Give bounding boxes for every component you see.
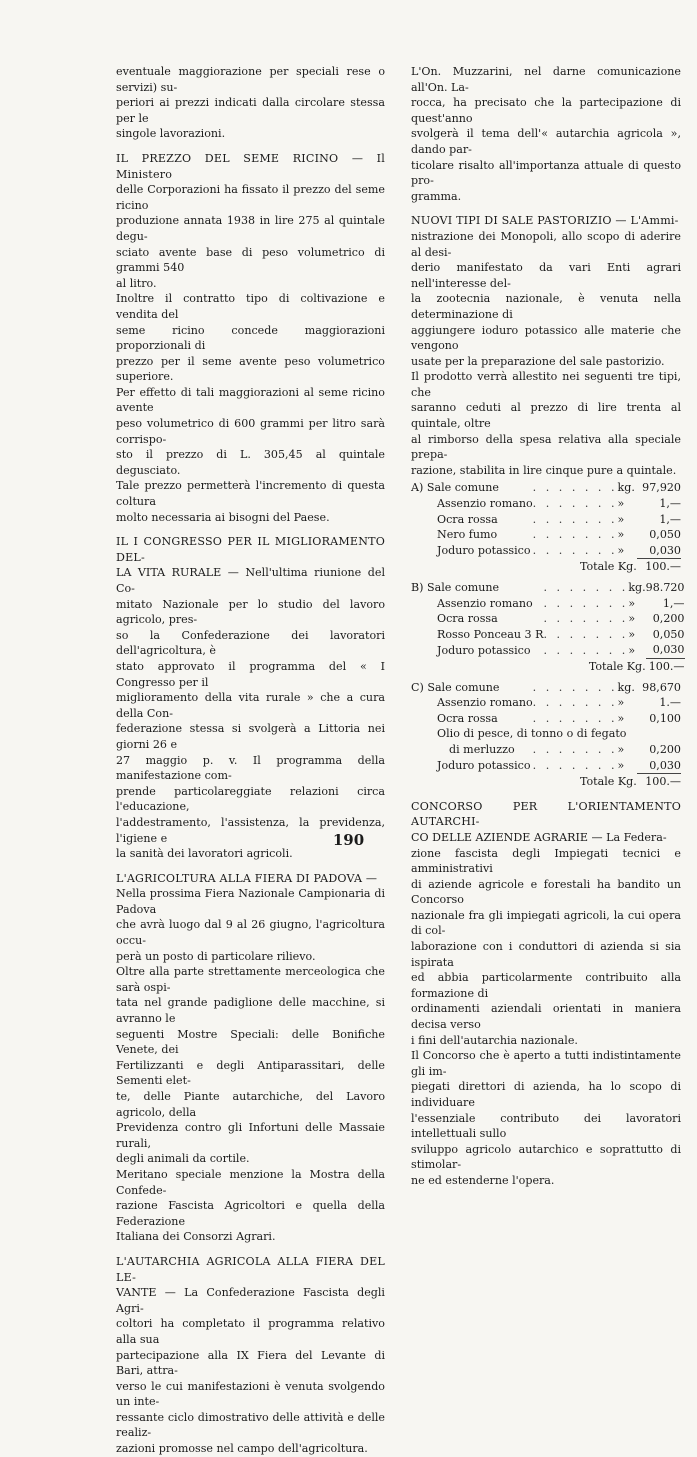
text-line: peso volumetrico di 600 grammi per litro sarà corrispo- (116, 417, 385, 446)
article-heading: NUOVI TIPI DI SALE PASTORIZIO — L'Ammi- (411, 214, 679, 228)
leader-dots: . . . . . . . (543, 612, 629, 626)
text-line: aggiungere ioduro potassico alle materie che vengono (411, 323, 681, 353)
text-line: ticolare risalto all'importanza attuale di questo pro- (411, 158, 681, 188)
text-line: partecipazione alla IX Fiera del Levante di Bari, attra- (116, 1348, 385, 1378)
total-amount: 100.— (646, 658, 685, 674)
text-line: seme ricino concede maggiorazioni proporzionali di (116, 323, 385, 353)
recipe-row (411, 512, 681, 528)
ingredient-label: Assenzio romano (437, 696, 533, 710)
ingredient-amount: 0,100 (649, 711, 681, 725)
leader-dots: . . . . . . . (532, 512, 618, 526)
text-line: di aziende agricole e forestali ha bandito un Concorso (411, 877, 681, 907)
recipe-row (411, 543, 681, 559)
ingredient-unit: kg. (617, 680, 635, 694)
text-line: Meritano speciale menzione la Mostra della Confede- (116, 1167, 385, 1197)
text-line: coltori ha completato il programma relativo alla sua (116, 1317, 385, 1346)
total-amount: 100.— (637, 774, 681, 790)
article-padova (116, 871, 385, 1245)
ingredient-amount: 0,200 (652, 612, 685, 626)
text-line: federazione stessa si svolgerà a Littoria nei giorni 26 e (116, 722, 385, 751)
recipe-row (411, 596, 685, 612)
text-line: ed abbia particolarmente contribuito alla formazione di (411, 971, 681, 1000)
text-line: Il Concorso che è aperto a tutti indistintamente gli im- (411, 1049, 681, 1078)
leader-dots: . . . . . . . (532, 758, 618, 772)
text-line: Il prodotto verrà allestito nei seguenti tre tipi, che (411, 370, 681, 399)
recipe-row (411, 642, 685, 658)
text-line: Fertilizzanti e degli Antiparassitari, delle Sementi elet- (116, 1058, 385, 1088)
text-line: ordinamenti aziendali orientati in maniera decisa verso (411, 1002, 681, 1032)
leader-dots: . . . . . . . (532, 544, 618, 558)
article-levante (116, 1254, 385, 1457)
right-column (411, 64, 685, 1189)
text-line: razione, stabilita in lire cinque pure a quintale. (411, 463, 677, 477)
salt-recipes (411, 480, 685, 789)
ingredient-label: C) Sale comune (411, 680, 500, 694)
text-line: al rimborso della spesa relativa alla speciale prepa- (411, 432, 681, 462)
recipe-row (411, 758, 681, 774)
ingredient-label: di merluzzo (449, 742, 515, 756)
text-line: Previdenza contro gli Infortuni delle Massaie rurali, (116, 1121, 385, 1150)
recipe-row (411, 742, 681, 758)
recipe-row (411, 726, 681, 742)
ingredient-unit: » (617, 512, 625, 526)
leader-dots: . . . . . . . (532, 696, 618, 710)
text-line: periori ai prezzi indicati dalla circolare stessa per le (116, 96, 385, 125)
text-line: zazioni promosse nel campo dell'agricoltura. (116, 1442, 368, 1456)
text-line: stato approvato il programma del « I Congresso per il (116, 659, 385, 689)
recipe-table (411, 480, 681, 575)
ingredient-label: Olio di pesce, di tonno o di fegato (437, 727, 627, 741)
text-line: usate per la preparazione del sale pastorizio. (411, 354, 665, 368)
text-line: ne ed estenderne l'opera. (411, 1173, 555, 1187)
recipe-row (411, 480, 681, 496)
ingredient-amount: 1.— (659, 696, 681, 710)
text-line: l'essenziale contributo dei lavoratori intellettuali sullo (411, 1111, 681, 1141)
text-line: mitato Nazionale per lo studio del lavoro agricolo, pres- (116, 597, 385, 627)
text-line: tata nel grande padiglione delle macchine, si avranno le (116, 996, 385, 1026)
article-concorso (411, 799, 681, 1189)
ingredient-unit: » (628, 643, 636, 657)
text-line: VANTE — La Confederazione Fascista degli Agri- (116, 1286, 385, 1315)
text-line: 27 maggio p. v. Il programma della manifestazione com- (116, 753, 385, 783)
ingredient-unit: » (628, 596, 636, 610)
ingredient-amount: 0,200 (649, 742, 681, 756)
text-line: delle Corporazioni ha fissato il prezzo del seme ricino (116, 183, 385, 212)
leader-dots: . . . . . . . (543, 643, 629, 657)
recipe-row (411, 680, 681, 696)
text-line: razione Fascista Agricoltori e quella della Federazione (116, 1199, 385, 1228)
recipe-row (411, 695, 681, 711)
ingredient-unit: kg. (617, 481, 635, 495)
ingredient-amount: 1,— (659, 512, 681, 526)
ingredient-amount: 0,030 (652, 643, 685, 657)
text-line: sciato avente base di peso volumetrico di grammi 540 (116, 245, 385, 275)
ingredient-unit: » (617, 758, 625, 772)
text-line: nistrazione dei Monopoli, allo scopo di aderire al desi- (411, 229, 681, 259)
total-label: Totale Kg. (579, 560, 637, 574)
total-amount: 100.— (637, 559, 681, 575)
recipe-row (411, 611, 685, 627)
text-line: Per effetto di tali maggiorazioni al seme ricino avente (116, 385, 385, 415)
ingredient-label: Ocra rossa (437, 612, 498, 626)
text-line: l'addestramento, l'assistenza, la previdenza, l'igiene e (116, 815, 385, 845)
text-line: Italiana dei Consorzi Agrari. (116, 1230, 276, 1244)
recipe-table (411, 680, 681, 790)
ingredient-amount: 1,— (662, 596, 685, 610)
ingredient-unit: » (617, 742, 625, 756)
ingredient-label: Joduro potassico (437, 544, 531, 558)
article-heading: L'AGRICOLTURA ALLA FIERA DI PADOVA — (116, 871, 378, 885)
text-line: Oltre alla parte strettamente merceologica che sarà ospi- (116, 965, 385, 994)
text-line: singole lavorazioni. (116, 127, 226, 141)
leader-dots: . . . . . . . (532, 481, 618, 495)
article-heading: IL I CONGRESSO PER IL MIGLIORAMENTO DEL- (116, 535, 385, 564)
recipe-total-row (411, 658, 685, 674)
article-sale-pastorizio (411, 213, 681, 478)
text-line: al litro. (116, 276, 157, 290)
recipe-row (411, 527, 681, 543)
text-line: Nella prossima Fiera Nazionale Campionaria di Padova (116, 887, 385, 916)
leader-dots: . . . . . . . (532, 711, 618, 725)
total-label: Totale Kg. (588, 659, 646, 673)
ingredient-amount: 0,050 (649, 528, 681, 542)
recipe-row (411, 580, 685, 596)
left-column (116, 64, 385, 1457)
ingredient-amount: 97,920 (642, 481, 681, 495)
ingredient-unit: » (617, 497, 625, 511)
leader-dots: . . . . . . . (532, 497, 618, 511)
text-line: te, delle Piante autarchiche, del Lavoro agricolo, della (116, 1090, 385, 1119)
text-line: produzione annata 1938 in lire 275 al quintale degu- (116, 214, 385, 243)
ingredient-amount: 0,030 (649, 543, 681, 557)
ingredient-unit: » (617, 544, 625, 558)
recipe-row (411, 496, 681, 512)
ingredient-label: Ocra rossa (437, 512, 498, 526)
leader-dots: . . . . . . . (532, 742, 618, 756)
ingredient-label: Nero fumo (437, 528, 498, 542)
recipe-total-row (411, 774, 681, 790)
ingredient-unit: » (628, 627, 636, 641)
ingredient-unit: » (628, 612, 636, 626)
text-line: degli animali da cortile. (116, 1152, 250, 1166)
article-heading: IL PREZZO DEL SEME RICINO — Il Ministero (116, 151, 385, 181)
text-line: so la Confederazione dei lavoratori dell'agricoltura, è (116, 628, 385, 658)
article-heading: CONCORSO PER L'ORIENTAMENTO AUTARCHI- (411, 799, 681, 829)
leader-dots: . . . . . . . (532, 680, 618, 694)
recipe-row (411, 627, 685, 643)
ingredient-unit: » (617, 711, 625, 725)
text-line: derio manifestato da vari Enti agrari nell'interesse del- (411, 261, 681, 290)
recipe-row (411, 711, 681, 727)
ingredient-label: Joduro potassico (437, 643, 531, 657)
text-line: svolgerà il tema dell'« autarchia agricola », dando par- (411, 127, 681, 156)
text-line: nazionale fra gli impiegati agricoli, la cui opera di col- (411, 908, 681, 938)
text-line: ressante ciclo dimostrativo delle attività e delle realiz- (116, 1410, 385, 1440)
text-line: prezzo per il seme avente peso volumetrico superiore. (116, 354, 385, 384)
ingredient-amount: 0,030 (649, 758, 681, 772)
text-line: molto necessaria ai bisogni del Paese. (116, 510, 330, 524)
leader-dots: . . . . . . . (543, 596, 629, 610)
ingredient-unit: » (617, 696, 625, 710)
ingredient-label: Assenzio romano (437, 497, 533, 511)
text-line: i fini dell'autarchia nazionale. (411, 1033, 578, 1047)
text-line: la sanità dei lavoratori agricoli. (116, 847, 293, 861)
article-ricino (116, 151, 385, 525)
leader-dots: . . . . . . . (543, 627, 629, 641)
page-number: 190 (332, 831, 365, 849)
text-line: sto il prezzo di L. 305,45 al quintale degusciato. (116, 448, 385, 477)
text-line: L'On. Muzzarini, nel darne comunicazione all'On. La- (411, 65, 681, 94)
ingredient-amount: 0,050 (652, 627, 685, 641)
text-line: perà un posto di particolare rilievo. (116, 949, 316, 963)
ingredient-label: Rosso Ponceau 3 R (437, 627, 544, 641)
text-line: la zootecnia nazionale, è venuta nella determinazione di (411, 292, 681, 321)
ingredient-label: A) Sale comune (411, 481, 499, 495)
text-line: zione fascista degli Impiegati tecnici e amministrativi (411, 846, 681, 876)
text-line: gramma. (411, 189, 462, 203)
text-line: che avrà luogo dal 9 al 26 giugno, l'agricoltura occu- (116, 918, 385, 948)
text-line: piegati direttori di azienda, ha lo scopo di individuare (411, 1080, 681, 1109)
recipe-table (411, 580, 685, 675)
ingredient-unit: » (617, 528, 625, 542)
text-line: eventuale maggiorazione per speciali rese o servizi) su- (116, 65, 385, 94)
leader-dots: . . . . . . . (543, 581, 629, 594)
text-line: rocca, ha precisato che la partecipazione di quest'anno (411, 96, 681, 125)
text-line: Tale prezzo permetterà l'incremento di questa coltura (116, 479, 385, 509)
text-line: LA VITA RURALE — Nell'ultima riunione del Co- (116, 566, 385, 595)
text-line: miglioramento della vita rurale » che a cura della Con- (116, 691, 385, 720)
text-line: CO DELLE AZIENDE AGRARIE — La Federa- (411, 830, 667, 844)
recipe-total-row (411, 559, 681, 575)
leader-dots: . . . . . . . (532, 528, 618, 542)
intro-paragraph (116, 64, 385, 142)
article-heading: L'AUTARCHIA AGRICOLA ALLA FIERA DEL LE- (116, 1254, 385, 1284)
text-line: verso le cui manifestazioni è venuta svolgendo un inte- (116, 1379, 385, 1409)
ingredient-label: Ocra rossa (437, 711, 498, 725)
ingredient-label: Assenzio romano (437, 596, 533, 610)
ingredient-label: B) Sale comune (411, 581, 500, 594)
text-line: sviluppo agricolo autarchico e soprattutto di stimolar- (411, 1142, 681, 1172)
total-label: Totale Kg. (579, 774, 637, 788)
intro-paragraph (411, 64, 681, 204)
article-congresso (116, 534, 385, 861)
text-line: saranno ceduti al prezzo di lire trenta al quintale, oltre (411, 401, 681, 431)
text-line: seguenti Mostre Speciali: delle Bonifiche Venete, dei (116, 1027, 385, 1057)
ingredient-unit: kg. (628, 581, 646, 594)
text-line: prende particolareggiate relazioni circa l'educazione, (116, 784, 385, 814)
ingredient-amount: 98.720 (645, 581, 685, 594)
ingredient-amount: 1,— (659, 497, 681, 511)
text-line: laborazione con i conduttori di azienda si sia ispirata (411, 940, 681, 969)
ingredient-label: Joduro potassico (437, 758, 531, 772)
ingredient-amount: 98,670 (642, 680, 681, 694)
text-line: Inoltre il contratto tipo di coltivazione e vendita del (116, 292, 385, 321)
